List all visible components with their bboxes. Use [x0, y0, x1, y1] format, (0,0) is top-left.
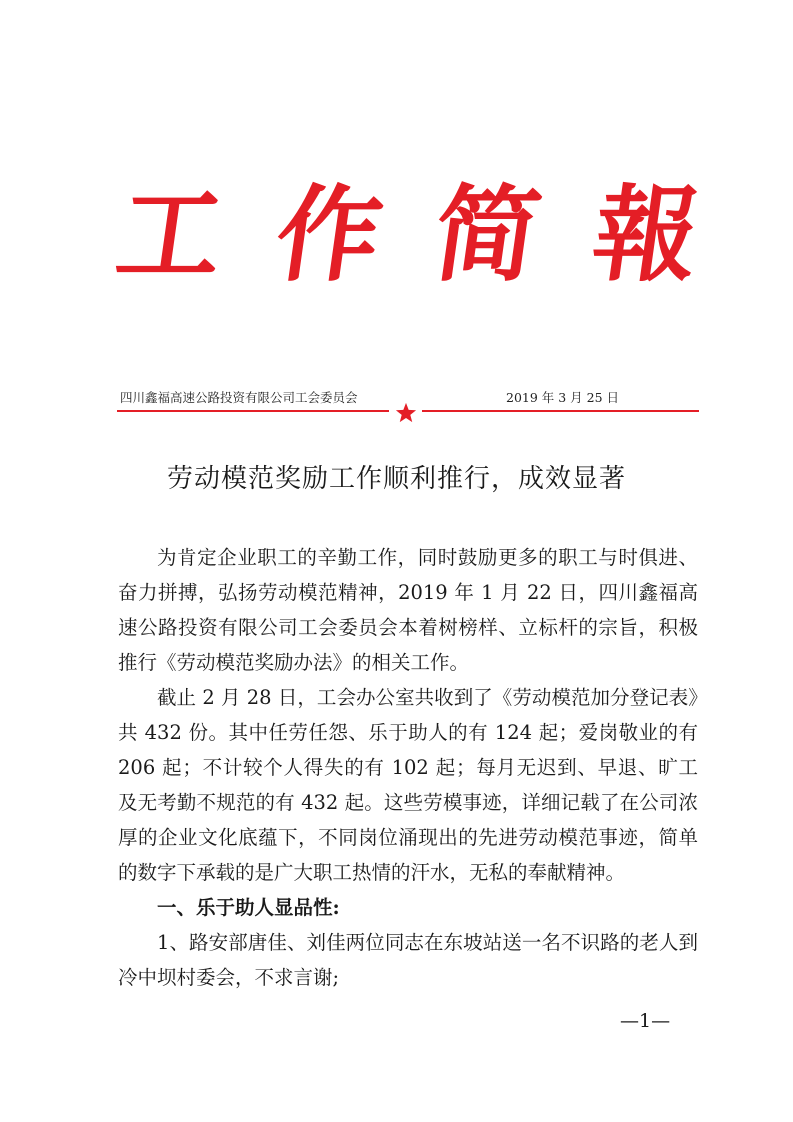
article-body — [118, 540, 698, 995]
masthead-title — [109, 174, 707, 296]
header-rule-left — [117, 410, 389, 412]
issue-date: 2019 年 3 月 25 日 — [506, 390, 620, 405]
paragraph: 为肯定企业职工的辛勤工作，同时鼓励更多的职工与时俱进、奋力拼搏，弘扬劳动模范精神，2019 年 1 月 22 日，四川鑫福高速公路投资有限公司工会委员会本着树榜样、立标杆的宗旨，积极推行《劳动模范奖励办法》的相关工作。 — [118, 546, 698, 674]
issuer-name: 四川鑫福高速公路投资有限公司工会委员会 — [120, 390, 358, 405]
section-heading: 一、乐于助人显品性: — [157, 896, 340, 919]
masthead-char-3: 简 — [426, 174, 548, 296]
masthead-char-1: 工 — [109, 174, 231, 296]
paragraph: 截止 2 月 28 日，工会办公室共收到了《劳动模范加分登记表》共 432 份。其中任劳任怨、乐于助人的有 124 起；爱岗敬业的有 206 起；不计较个人得失的有 102 起；每月无迟到、早退、旷工及无考勤不规范的有 432 起。这些劳模事迹，详细记载了在公司浓厚的企业文化底蕴下，不同岗位涌现出的先进劳动模范事迹，简单的数字下承载的是广大职工热情的汗水，无私的奉献精神。 — [118, 686, 698, 884]
article-title: 劳动模范奖励工作顺利推行，成效显著 — [166, 464, 626, 494]
masthead-char-4: 報 — [585, 174, 707, 296]
masthead-char-2: 作 — [268, 174, 390, 296]
list-item: 1、路安部唐佳、刘佳两位同志在东坡站送一名不识路的老人到冷中坝村委会，不求言谢; — [118, 931, 698, 989]
header-rule-right — [422, 410, 699, 412]
page-number: —1— — [620, 1010, 671, 1032]
red-star-icon — [395, 402, 417, 424]
